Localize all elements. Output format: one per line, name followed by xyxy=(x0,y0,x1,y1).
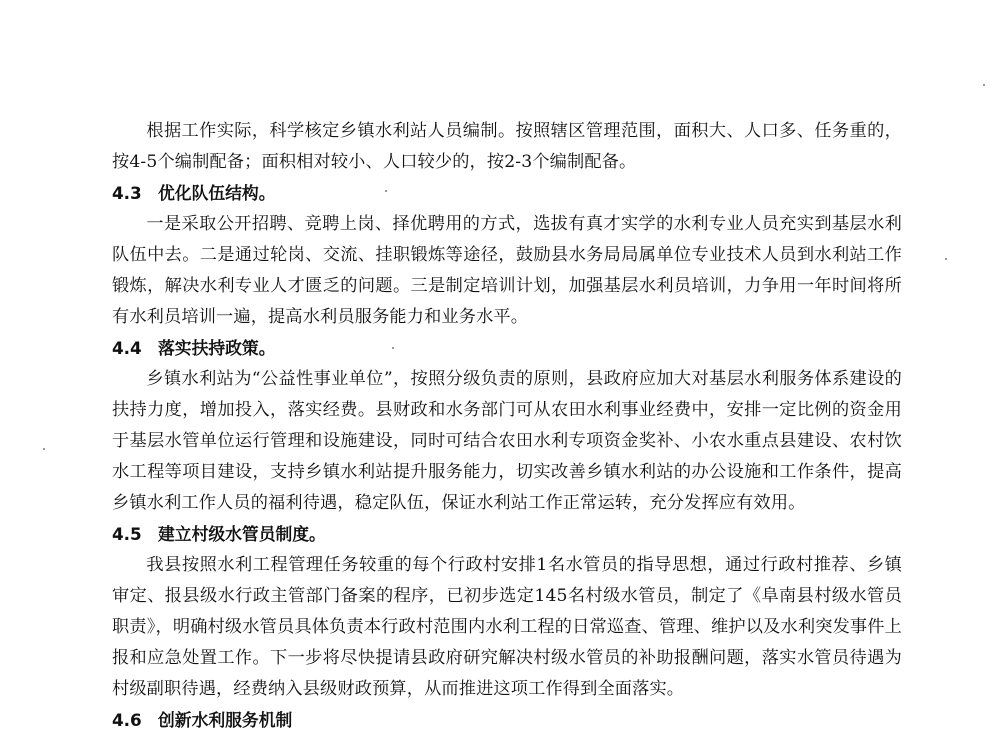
paragraph-staffing: 根据工作实际，科学核定乡镇水利站人员编制。按照辖区管理范围，面积大、人口多、任务重的，按4-5个编制配备；面积相对较小、人口较少的，按2-3个编制配备。 xyxy=(112,121,902,172)
scan-speck xyxy=(385,190,387,192)
section-number: 4.5 xyxy=(112,524,142,544)
section-heading-4-4 xyxy=(112,333,902,364)
scan-speck xyxy=(945,258,947,260)
scan-speck xyxy=(983,84,985,86)
section-heading-4-3 xyxy=(112,178,902,209)
section-title: 落实扶持政策。 xyxy=(158,338,276,358)
section-title: 建立村级水管员制度。 xyxy=(158,524,326,544)
document-page xyxy=(112,116,902,730)
section-heading-4-5 xyxy=(112,519,902,550)
scan-speck xyxy=(392,347,394,349)
section-title: 创新水利服务机制 xyxy=(158,710,293,730)
section-number: 4.3 xyxy=(112,183,142,203)
section-title: 优化队伍结构。 xyxy=(158,183,276,203)
section-number: 4.4 xyxy=(112,338,142,358)
section-number: 4.6 xyxy=(112,710,142,730)
paragraph-village-water-manager: 我县按照水利工程管理任务较重的每个行政村安排1名水管员的指导思想，通过行政村推荐、乡镇审定、报县级水行政主管部门备案的程序，已初步选定145名村级水管员，制定了《阜南县村级水管员职责》，明确村级水管员具体负责本行政村范围内水利工程的日常巡查、管理、维护以及水利突发事件上报和应急处置工作。下一步将尽快提请县政府研究解决村级水管员的补助报酬问题，落实水管员待遇为村级副职待遇，经费纳入县级财政预算，从而推进这项工作得到全面落实。 xyxy=(112,555,902,699)
section-heading-4-6 xyxy=(112,705,902,730)
paragraph-support-policy: 乡镇水利站为“公益性事业单位”，按照分级负责的原则，县政府应加大对基层水利服务体系建设的扶持力度，增加投入，落实经费。县财政和水务部门可从农田水利事业经费中，安排一定比例的资金用于基层水管单位运行管理和设施建设，同时可结合农田水利专项资金奖补、小农水重点县建设、农村饮水工程等项目建设，支持乡镇水利站提升服务能力，切实改善乡镇水利站的办公设施和工作条件，提高乡镇水利工作人员的福利待遇，稳定队伍，保证水利站工作正常运转，充分发挥应有效用。 xyxy=(112,369,902,513)
paragraph-team-structure: 一是采取公开招聘、竞聘上岗、择优聘用的方式，选拔有真才实学的水利专业人员充实到基层水利队伍中去。二是通过轮岗、交流、挂职锻炼等途径，鼓励县水务局局属单位专业技术人员到水利站工作锻炼，解决水利专业人才匮乏的问题。三是制定培训计划，加强基层水利员培训，力争用一年时间将所有水利员培训一遍，提高水利员服务能力和业务水平。 xyxy=(112,214,902,327)
scan-speck xyxy=(43,448,45,450)
